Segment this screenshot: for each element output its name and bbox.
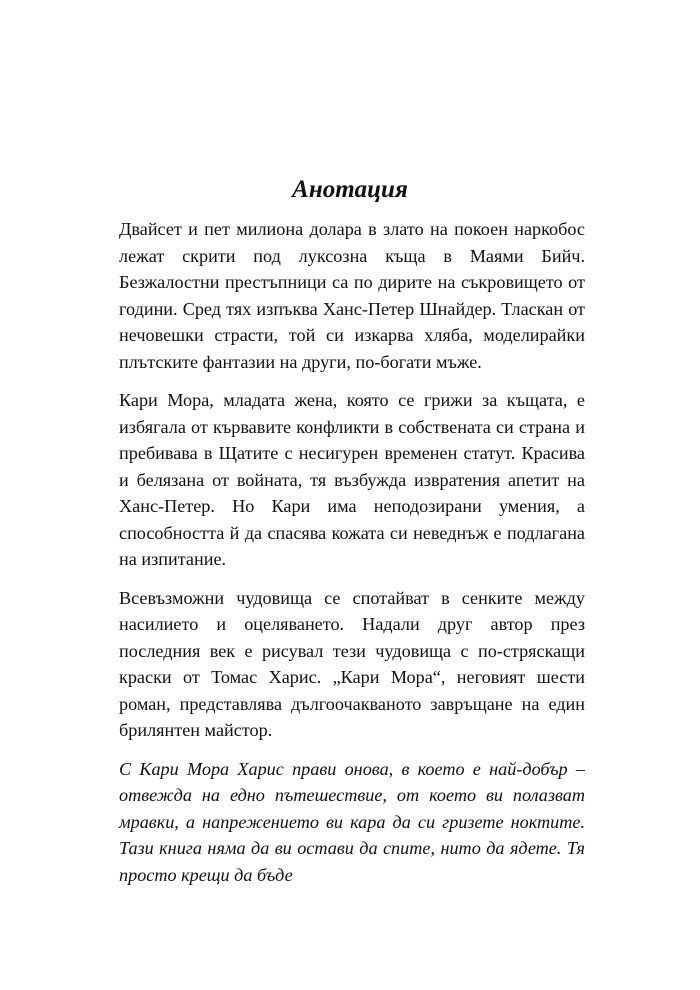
paragraph-3: Всевъзможни чудовища се спотайват в сенките между насилието и оцеляването. Надали друг автор през последния век е рисувал тези чудовища с по-стряскащи краски от Томас Харис. „Кари Мора“, неговият шести роман, представлява дългоочакваното завръщане на един брилянтен майстор. — [119, 587, 585, 740]
paragraph-4-quote: С Кари Мора Харис прави онова, в което е най-добър – отвежда на едно пътешествие, от което ви полазват мравки, а напрежението ви кара да си гризете ноктите. Тази книга няма да ви остави да спите, нито да ядете. Тя просто крещи да бъде — [119, 758, 585, 885]
annotation-body — [119, 216, 585, 900]
page-title: Анотация — [292, 176, 408, 203]
paragraph-1: Двайсет и пет милиона долара в злато на покоен наркобос лежат скрити под луксозна къща в Маями Бийч. Безжалостни престъпници са по дирите на съкровището от години. Сред тях изпъква Ханс-Петер Шнайдер. Тласкан от нечовешки страсти, той си изкарва хляба, моделирайки плътските фантазии на други, по-богати мъже. — [119, 219, 585, 372]
paragraph-2: Кари Мора, младата жена, която се грижи за къщата, е избягала от кървавите конфликти в собствената си страна и пребивава в Щатите с несигурен временен статут. Красива и белязана от войната, тя възбужда извратения апетит на Ханс-Петер. Но Кари има неподозирани умения, а способността й да спасява кожата си неведнъж е подлагана на изпитание. — [119, 390, 585, 569]
